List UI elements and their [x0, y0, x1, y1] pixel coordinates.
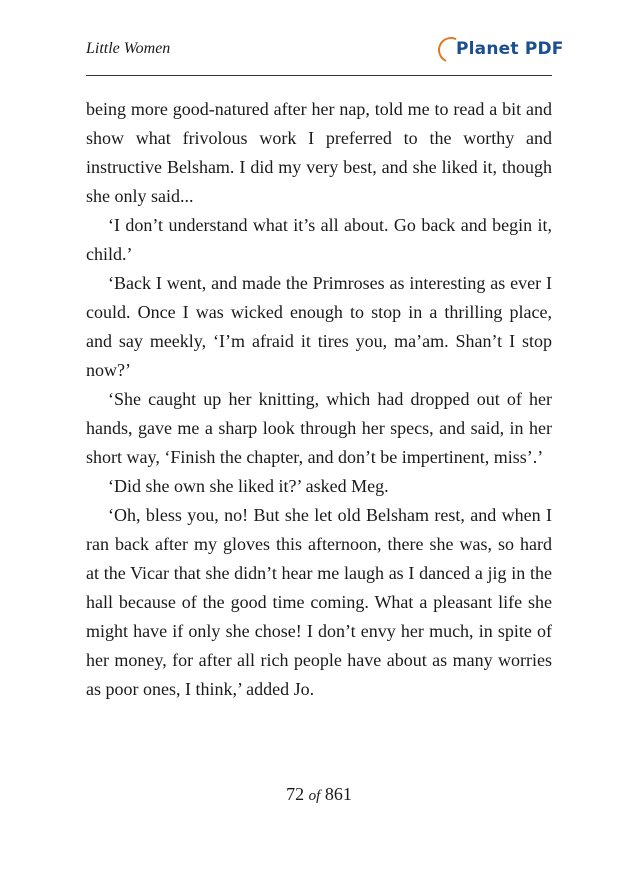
paragraph: ‘Back I went, and made the Primroses as interesting as ever I could. Once I was wicked enough to stop in a thrilling place, and say meekly, ‘I’m afraid it tires you, ma’am. Shan’t I stop now?’: [86, 273, 552, 380]
paragraph: being more good-natured after her nap, told me to read a bit and show what frivolous work I preferred to the worthy and instructive Belsham. I did my very best, and she liked it, though she only said...: [86, 99, 552, 206]
planet-pdf-logo: [440, 36, 564, 62]
paragraph: ‘Did she own she liked it?’ asked Meg.: [108, 476, 389, 496]
paragraph: ‘She caught up her knitting, which had dropped out of her hands, gave me a sharp look through her specs, and said, in her short way, ‘Finish the chapter, and don’t be impertinent, miss’.’: [86, 389, 552, 467]
current-page: 72: [286, 784, 305, 804]
paragraph: ‘I don’t understand what it’s all about. Go back and begin it, child.’: [86, 215, 552, 264]
running-title: Little Women: [86, 40, 171, 57]
page-number: [0, 784, 638, 805]
body-text: [86, 95, 552, 704]
paragraph: ‘Oh, bless you, no! But she let old Belsham rest, and when I ran back after my gloves this afternoon, there she was, so hard at the Vicar that she didn’t hear me laugh as I danced a jig in the hall because of the good time coming. What a pleasant life she might have if only she chose! I don’t envy her much, in spite of her money, for after all rich people have about as many worries as poor ones, I think,’ added Jo.: [86, 505, 552, 699]
total-pages: 861: [324, 784, 352, 804]
logo-text: Planet PDF: [456, 39, 564, 59]
header-divider: [86, 75, 552, 76]
of-label: of: [308, 788, 321, 804]
